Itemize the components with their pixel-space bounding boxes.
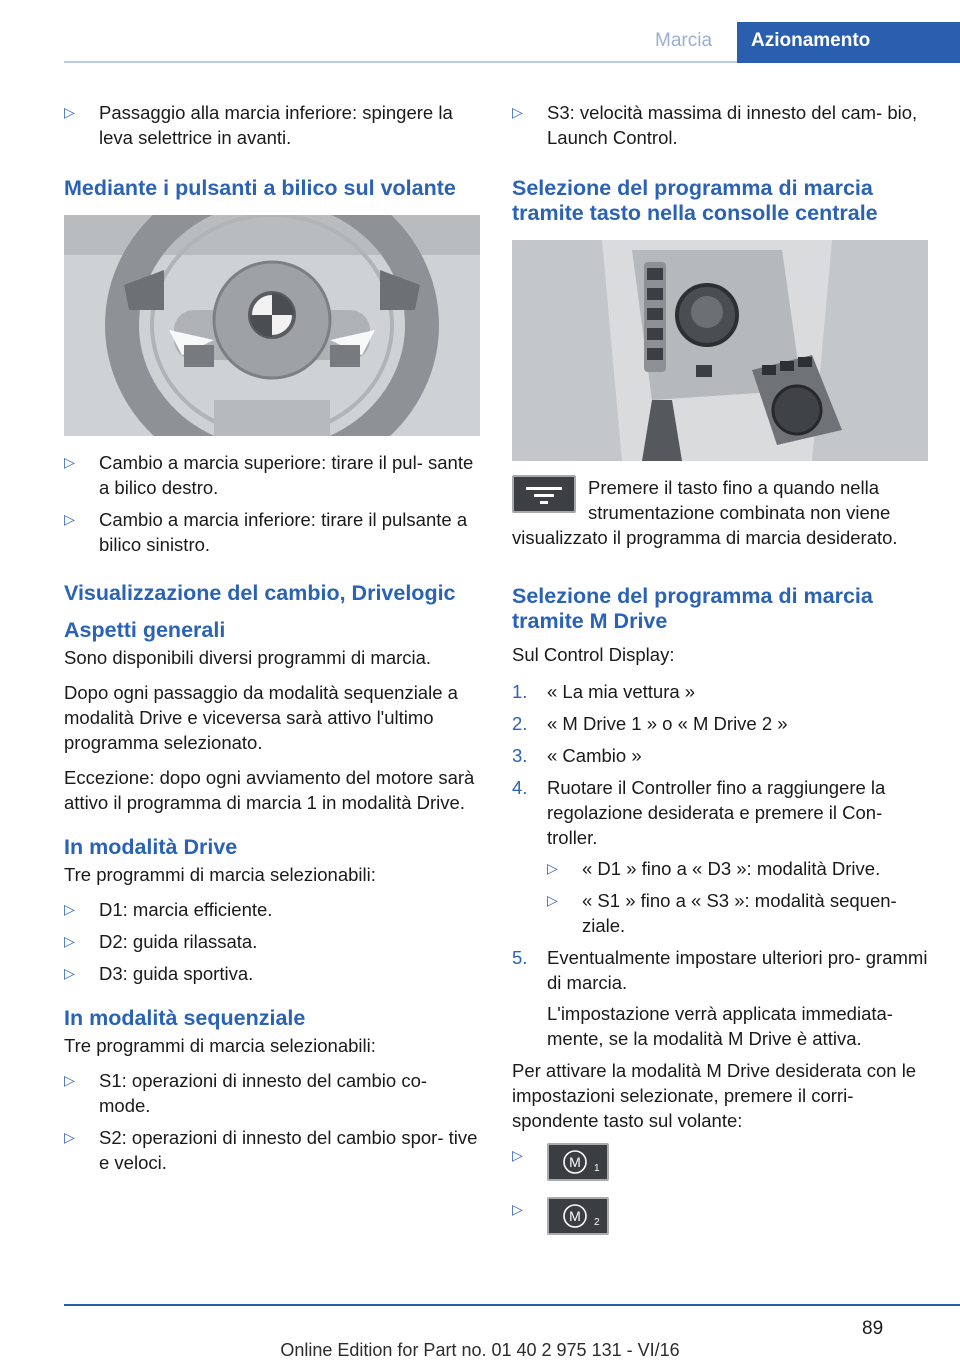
- drive-list: [64, 897, 480, 986]
- list-item: ▷ Cambio a marcia inferiore: tirare il pulsante a bilico sinistro.: [64, 509, 468, 555]
- m2-letter: M: [569, 1208, 581, 1224]
- s3-list: [512, 100, 928, 150]
- list-item: ▷ Passaggio alla marcia inferiore: spingere la leva selettrice in avanti.: [64, 102, 453, 148]
- paragraph: Dopo ogni passaggio da modalità sequenziale a modalità Drive e viceversa sarà attivo l'ultimo programma selezionato.: [64, 682, 458, 753]
- m2-key-icon: [547, 1197, 609, 1235]
- m1-key-icon: [547, 1143, 609, 1181]
- bullet-icon: ▷: [64, 511, 75, 527]
- m-key-list: [512, 1143, 928, 1235]
- list-item: ▷ S3: velocità massima di innesto del cam‐ bio, Launch Control.: [512, 102, 918, 148]
- paragraph: Tre programmi di marcia selezionabili:: [64, 1035, 376, 1056]
- sequential-list: [64, 1068, 480, 1175]
- paragraph: Tre programmi di marcia selezionabili:: [64, 864, 376, 885]
- list-item: ▷ S2: operazioni di innesto del cambio spor‐ tive e veloci.: [64, 1127, 478, 1173]
- bullet-icon: ▷: [64, 1072, 75, 1088]
- heading-drive: In modalità Drive: [64, 835, 238, 859]
- mode-key-icon: [512, 475, 576, 513]
- bullet-icon: ▷: [64, 933, 75, 949]
- steps-list: [512, 679, 928, 1051]
- heading-sequential: In modalità sequenziale: [64, 1006, 306, 1030]
- list-item: ▷ « D1 » fino a « D3 »: modalità Drive.: [547, 858, 881, 879]
- bullet-icon: ▷: [547, 860, 558, 876]
- heading-console: Selezione del programma di marcia tramite tasto nella consolle centrale: [512, 176, 878, 225]
- list-item: ▷ « S1 » fino a « S3 »: modalità sequen‐ ziale.: [547, 890, 897, 936]
- list-item: [512, 1143, 928, 1181]
- bullet-icon: ▷: [512, 1201, 523, 1217]
- paddle-list: [64, 450, 480, 557]
- bullet-icon: ▷: [64, 104, 75, 120]
- bullet-icon: ▷: [512, 104, 523, 120]
- paragraph: Sul Control Display:: [512, 644, 675, 665]
- step-item: 5. Eventualmente impostare ulteriori pro‐ grammi di marcia. L'impostazione verrà applicata immediata‐ mente, se la modalità M Drive è attiva.: [512, 947, 928, 1049]
- bullet-icon: ▷: [512, 1147, 523, 1163]
- step5-note: L'impostazione verrà applicata immediata‐ mente, se la modalità M Drive è attiva.: [547, 1003, 893, 1049]
- m1-letter: M: [569, 1154, 581, 1170]
- bullet-icon: ▷: [64, 965, 75, 981]
- step4-sublist: [547, 856, 928, 938]
- bullet-icon: ▷: [64, 901, 75, 917]
- center-console-image: [512, 240, 928, 461]
- bullet-icon: ▷: [547, 892, 558, 908]
- list-item: ▷ D1: marcia efficiente.: [64, 899, 273, 920]
- list-item: [512, 1197, 928, 1235]
- bullet-icon: ▷: [64, 454, 75, 470]
- bullet-icon: ▷: [64, 1129, 75, 1145]
- header-section: Marcia: [655, 30, 713, 51]
- heading-mdrive: Selezione del programma di marcia tramite M Drive: [512, 584, 873, 633]
- intro-list: [64, 100, 480, 150]
- heading-general: Aspetti generali: [64, 618, 226, 642]
- heading-paddle: Mediante i pulsanti a bilico sul volante: [64, 176, 456, 200]
- m1-number: 1: [594, 1163, 600, 1174]
- edition-text: Online Edition for Part no. 01 40 2 975 131 - VI/16: [280, 1340, 680, 1360]
- header-tab: Azionamento: [737, 22, 960, 63]
- key-instruction: Premere il tasto fino a quando nella strumentazione combinata non viene visualizzato il programma di marcia desiderato.: [512, 477, 898, 548]
- step-item: 1. « La mia vettura »: [512, 681, 696, 702]
- step-item: 2. « M Drive 1 » o « M Drive 2 »: [512, 713, 788, 734]
- step-item: 3. « Cambio »: [512, 745, 642, 766]
- page-number: 89: [862, 1318, 884, 1339]
- left-column: [64, 100, 480, 1182]
- list-item: ▷ D2: guida rilassata.: [64, 931, 258, 952]
- list-item: ▷ Cambio a marcia superiore: tirare il pul‐ sante a bilico destro.: [64, 452, 474, 498]
- list-item: ▷ D3: guida sportiva.: [64, 963, 254, 984]
- paragraph: Eccezione: dopo ogni avviamento del motore sarà attivo il programma di marcia 1 in modalità Drive.: [64, 767, 475, 813]
- step-item: 4. Ruotare il Controller fino a raggiungere la regolazione desiderata e premere il Con‐ troller. ▷ « D1 » fino a « D3 »: modalità Drive. ▷ « S1 » fino a « S3 »: modalità sequen‐ ziale.: [512, 775, 928, 938]
- footer-rule: [64, 1304, 960, 1306]
- m2-number: 2: [594, 1217, 600, 1228]
- paragraph: Per attivare la modalità M Drive desiderata con le impostazioni selezionate, premere il corri‐ spondente tasto sul volante:: [512, 1060, 917, 1131]
- heading-display: Visualizzazione del cambio, Drivelogic: [64, 581, 456, 605]
- steering-wheel-image: [64, 215, 480, 436]
- list-item: ▷ S1: operazioni di innesto del cambio co‐ mode.: [64, 1070, 428, 1116]
- paragraph: Sono disponibili diversi programmi di marcia.: [64, 647, 432, 668]
- right-column: [512, 100, 928, 1242]
